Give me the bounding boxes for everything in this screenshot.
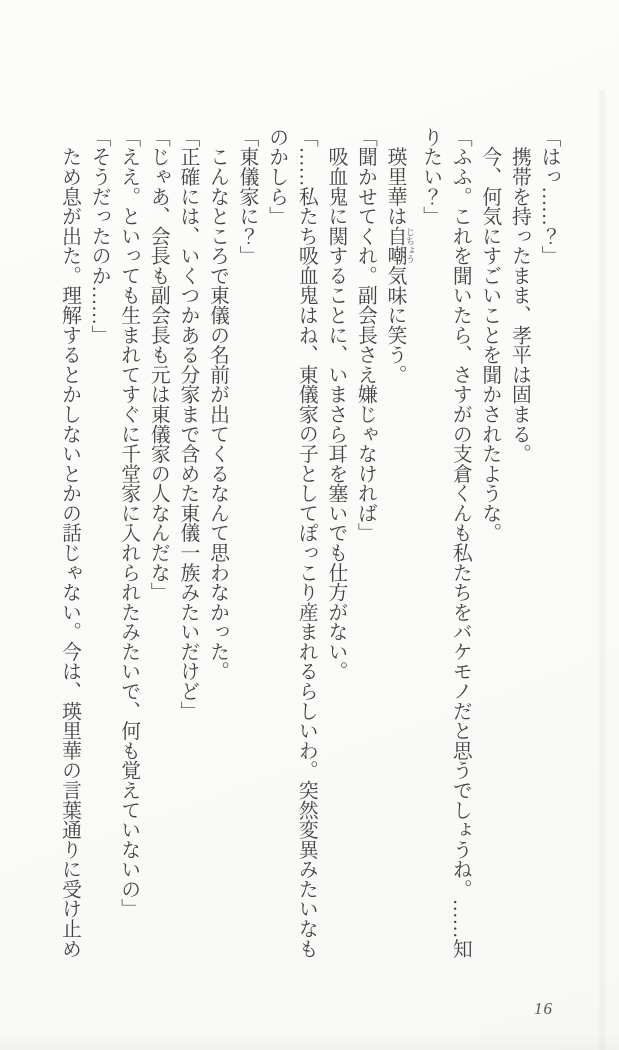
paragraph-narration: こんなところで東儀の名前が出てくるなんて思わなかった。 bbox=[206, 127, 229, 682]
ruby-annotation bbox=[384, 225, 416, 266]
paragraph-dialogue: 「じゃあ、会長も副会長も元は東儀家の人なんだな」 bbox=[147, 127, 170, 602]
paragraph-dialogue: 「正確には、いくつかある分家まで含めた東儀一族みたいだけど」 bbox=[176, 127, 199, 721]
ruby-suffix-text: 気味に笑う。 bbox=[384, 265, 407, 385]
paragraph-dialogue: 「ええ。といっても生まれてすぐに千堂家に入れられたみたいで、何も覚えていないの」 bbox=[117, 127, 140, 919]
paragraph-narration: 吸血鬼に関することに、いまさら耳を塞いでも仕方がない。 bbox=[324, 127, 347, 682]
ruby-base-text: 自嘲 bbox=[384, 225, 407, 266]
paragraph-dialogue: 「聞かせてくれ。副会長さえ嫌じゃなければ」 bbox=[354, 127, 377, 543]
paragraph-dialogue: 「ふふ。これを聞いたら、さすがの支倉くんも私たちをバケモノだと思うでしょうね。……知りたい？」 bbox=[419, 127, 472, 959]
paragraph-dialogue: 「そうだったのか……」 bbox=[88, 127, 111, 345]
paragraph-narration: 今、何気にすごいことを聞かされたような。 bbox=[478, 127, 501, 543]
paragraph-narration: 携帯を持ったまま、孝平は固まる。 bbox=[508, 127, 531, 464]
text-body bbox=[57, 127, 563, 961]
paragraph-dialogue: 「東儀家に？」 bbox=[236, 127, 259, 266]
page-crease-shadow bbox=[597, 90, 607, 1050]
paragraph-dialogue: 「はっ……？」 bbox=[538, 127, 560, 266]
paragraph-narration-with-ruby bbox=[379, 127, 415, 961]
paragraph-dialogue: 「……私たち吸血鬼はね、東儀家の子としてぽっこり産まれるらしいわ。突然変異みたいなものかしら」 bbox=[265, 127, 318, 959]
paragraph-narration: ため息が出た。理解するとかしないとかの話じゃない。今は、瑛里華の言葉通りに受け止め bbox=[58, 127, 81, 959]
page-number: 16 bbox=[534, 999, 553, 1018]
furigana-text: じちょう bbox=[405, 225, 416, 266]
ruby-prefix-text: 瑛里華は bbox=[384, 127, 407, 226]
page-bottom-shadow bbox=[0, 1032, 619, 1050]
